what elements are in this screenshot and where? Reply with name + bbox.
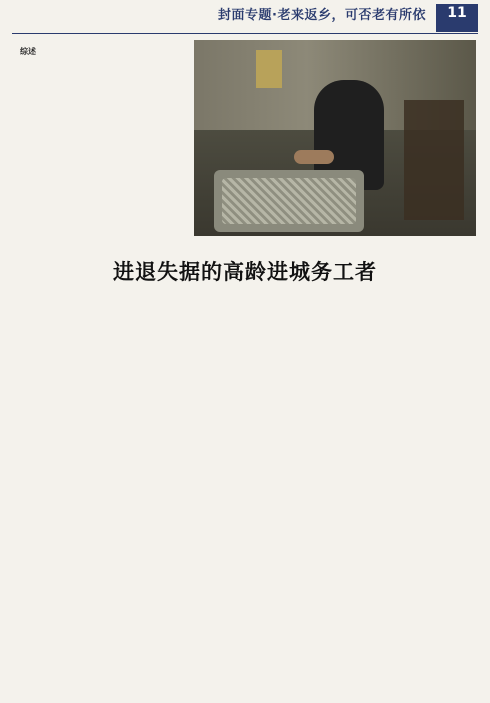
body-paragraph [171,538,318,584]
page-header [0,0,490,34]
body-paragraph [14,347,161,393]
body-paragraph [329,347,476,393]
sidebar-heading: 综述 [20,47,36,56]
article-column-2 [171,300,318,696]
section-title: 封面专题·老来返乡，可否老有所依 [218,8,426,23]
article-column-3 [329,300,476,696]
header-rule [12,33,478,34]
page-badge [436,4,478,32]
body-paragraph [171,300,318,346]
sidebar-paragraph [36,123,184,151]
body-paragraph [14,585,161,631]
body-paragraph [14,300,161,346]
body-paragraph [329,488,476,534]
body-paragraph [329,300,476,346]
sidebar-paragraph [36,63,184,91]
page-number: 11 [447,5,467,21]
article-body [14,300,476,696]
article-photo [194,40,476,236]
summary-sidebar [14,44,190,244]
body-paragraph [14,679,161,696]
body-paragraph [171,347,318,393]
photo-shelf [404,100,464,220]
body-paragraph [171,682,318,696]
body-paragraph [14,632,161,678]
body-paragraph [171,397,318,443]
photo-poster [256,50,282,88]
photo-hand [294,150,334,164]
body-paragraph [171,632,318,678]
body-paragraph [329,582,476,628]
body-paragraph [14,441,161,487]
body-paragraph [14,394,161,440]
sidebar-paragraph [36,93,184,121]
body-paragraph [14,535,161,581]
body-paragraph [14,488,161,534]
article-headline: 进退失据的高龄进城务工者 [113,259,377,284]
body-paragraph [329,629,476,675]
body-paragraph [171,491,318,537]
photo-shells [222,178,356,224]
sidebar-body [36,63,184,151]
body-paragraph [329,441,476,487]
body-paragraph [171,444,318,490]
article-column-1 [14,300,161,696]
body-paragraph [171,585,318,631]
body-paragraph [329,394,476,440]
body-paragraph [329,535,476,581]
